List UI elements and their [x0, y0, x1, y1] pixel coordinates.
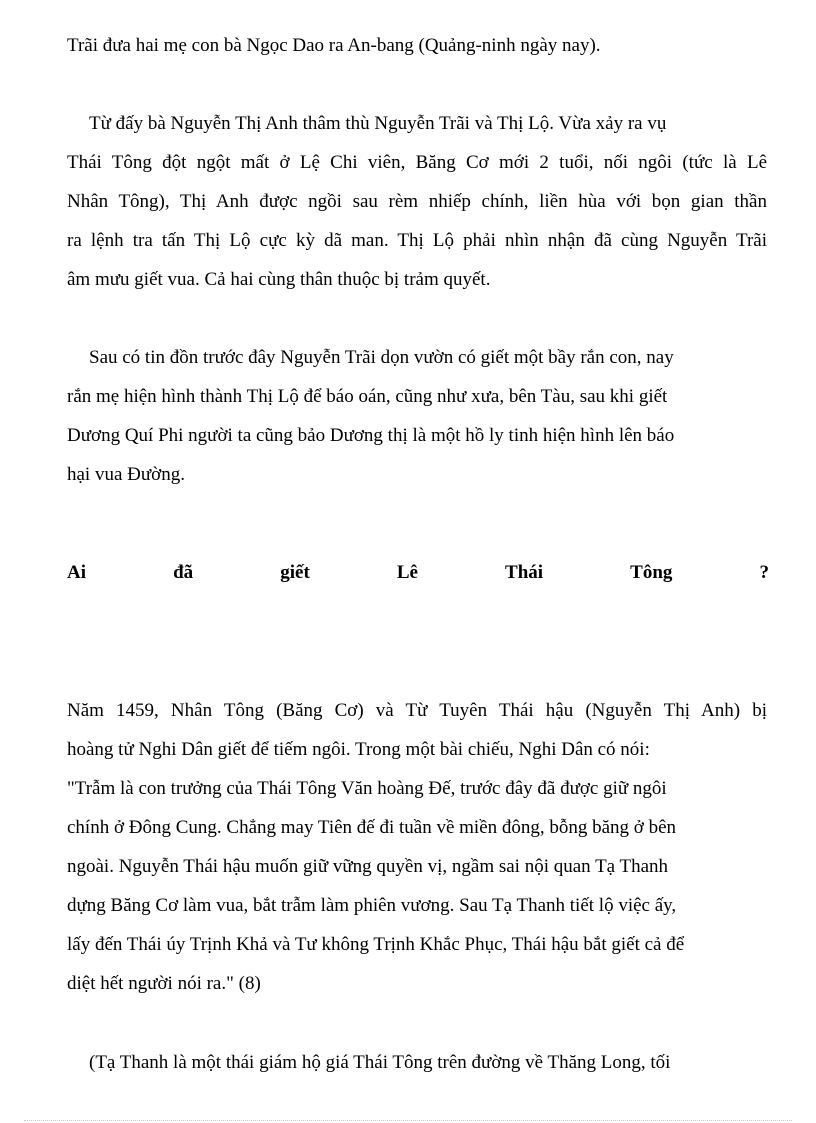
- paragraph-line: diệt hết người nói ra." (8): [67, 973, 261, 994]
- heading-word: ?: [759, 562, 769, 583]
- paragraph-line: "Trẫm là con trưởng của Thái Tông Văn hoàng Đế, trước đây đã được giữ ngôi: [67, 778, 667, 799]
- paragraph-line: chính ở Đông Cung. Chẳng may Tiên đế đi tuần về miền đông, bỗng băng ở bên: [67, 817, 677, 838]
- paragraph-line: Từ đấy bà Nguyễn Thị Anh thâm thù Nguyễn Trãi và Thị Lộ. Vừa xảy ra vụ: [89, 113, 667, 134]
- paragraph-line: rắn mẹ hiện hình thành Thị Lộ để báo oán, cũng như xưa, bên Tàu, sau khi giết: [67, 386, 668, 407]
- paragraph-line: hại vua Đường.: [67, 464, 185, 485]
- paragraph-line: ngoài. Nguyễn Thái hậu muốn giữ vững quyền vị, ngầm sai nội quan Tạ Thanh: [67, 856, 669, 877]
- heading-word: đã: [173, 562, 194, 583]
- heading-word: Lê: [396, 562, 418, 583]
- paragraph-line: Thái Tông đột ngột mất ở Lệ Chi viên, Băng Cơ mới 2 tuổi, nối ngôi (tức là Lê: [67, 152, 767, 173]
- section-heading: [67, 561, 769, 587]
- paragraph-line: dựng Băng Cơ làm vua, bắt trẫm làm phiên vương. Sau Tạ Thanh tiết lộ việc ấy,: [67, 895, 677, 916]
- paragraph-line: Trãi đưa hai mẹ con bà Ngọc Dao ra An-bang (Quảng-ninh ngày nay).: [67, 35, 601, 56]
- paragraph-line: lấy đến Thái úy Trịnh Khả và Tư không Trịnh Khắc Phục, Thái hậu bắt giết cả để: [67, 934, 685, 955]
- heading-word: Ai: [67, 562, 86, 583]
- heading-word: Thái: [505, 562, 544, 583]
- paragraph-line: hoàng tử Nghi Dân giết để tiếm ngôi. Trong một bài chiếu, Nghi Dân có nói:: [67, 739, 650, 760]
- paragraph-line: Sau có tin đồn trước đây Nguyễn Trãi dọn vườn có giết một bầy rắn con, nay: [89, 347, 674, 368]
- paragraph-line: Nhân Tông), Thị Anh được ngồi sau rèm nhiếp chính, liền hùa với bọn gian thần: [67, 191, 767, 212]
- page-bottom-divider: [24, 1120, 792, 1121]
- paragraph-line: âm mưu giết vua. Cả hai cùng thân thuộc bị trảm quyết.: [67, 269, 491, 290]
- heading-word: giết: [280, 562, 310, 583]
- paragraph-line: (Tạ Thanh là một thái giám hộ giá Thái Tông trên đường về Thăng Long, tối: [89, 1052, 671, 1073]
- paragraph-line: Dương Quí Phi người ta cũng bảo Dương thị là một hồ ly tinh hiện hình lên báo: [67, 425, 675, 446]
- paragraph-line: Năm 1459, Nhân Tông (Băng Cơ) và Từ Tuyên Thái hậu (Nguyễn Thị Anh) bị: [67, 700, 767, 721]
- heading-word: Tông: [630, 562, 673, 583]
- paragraph-line: ra lệnh tra tấn Thị Lộ cực kỳ dã man. Thị Lộ phải nhìn nhận đã cùng Nguyễn Trãi: [67, 230, 767, 251]
